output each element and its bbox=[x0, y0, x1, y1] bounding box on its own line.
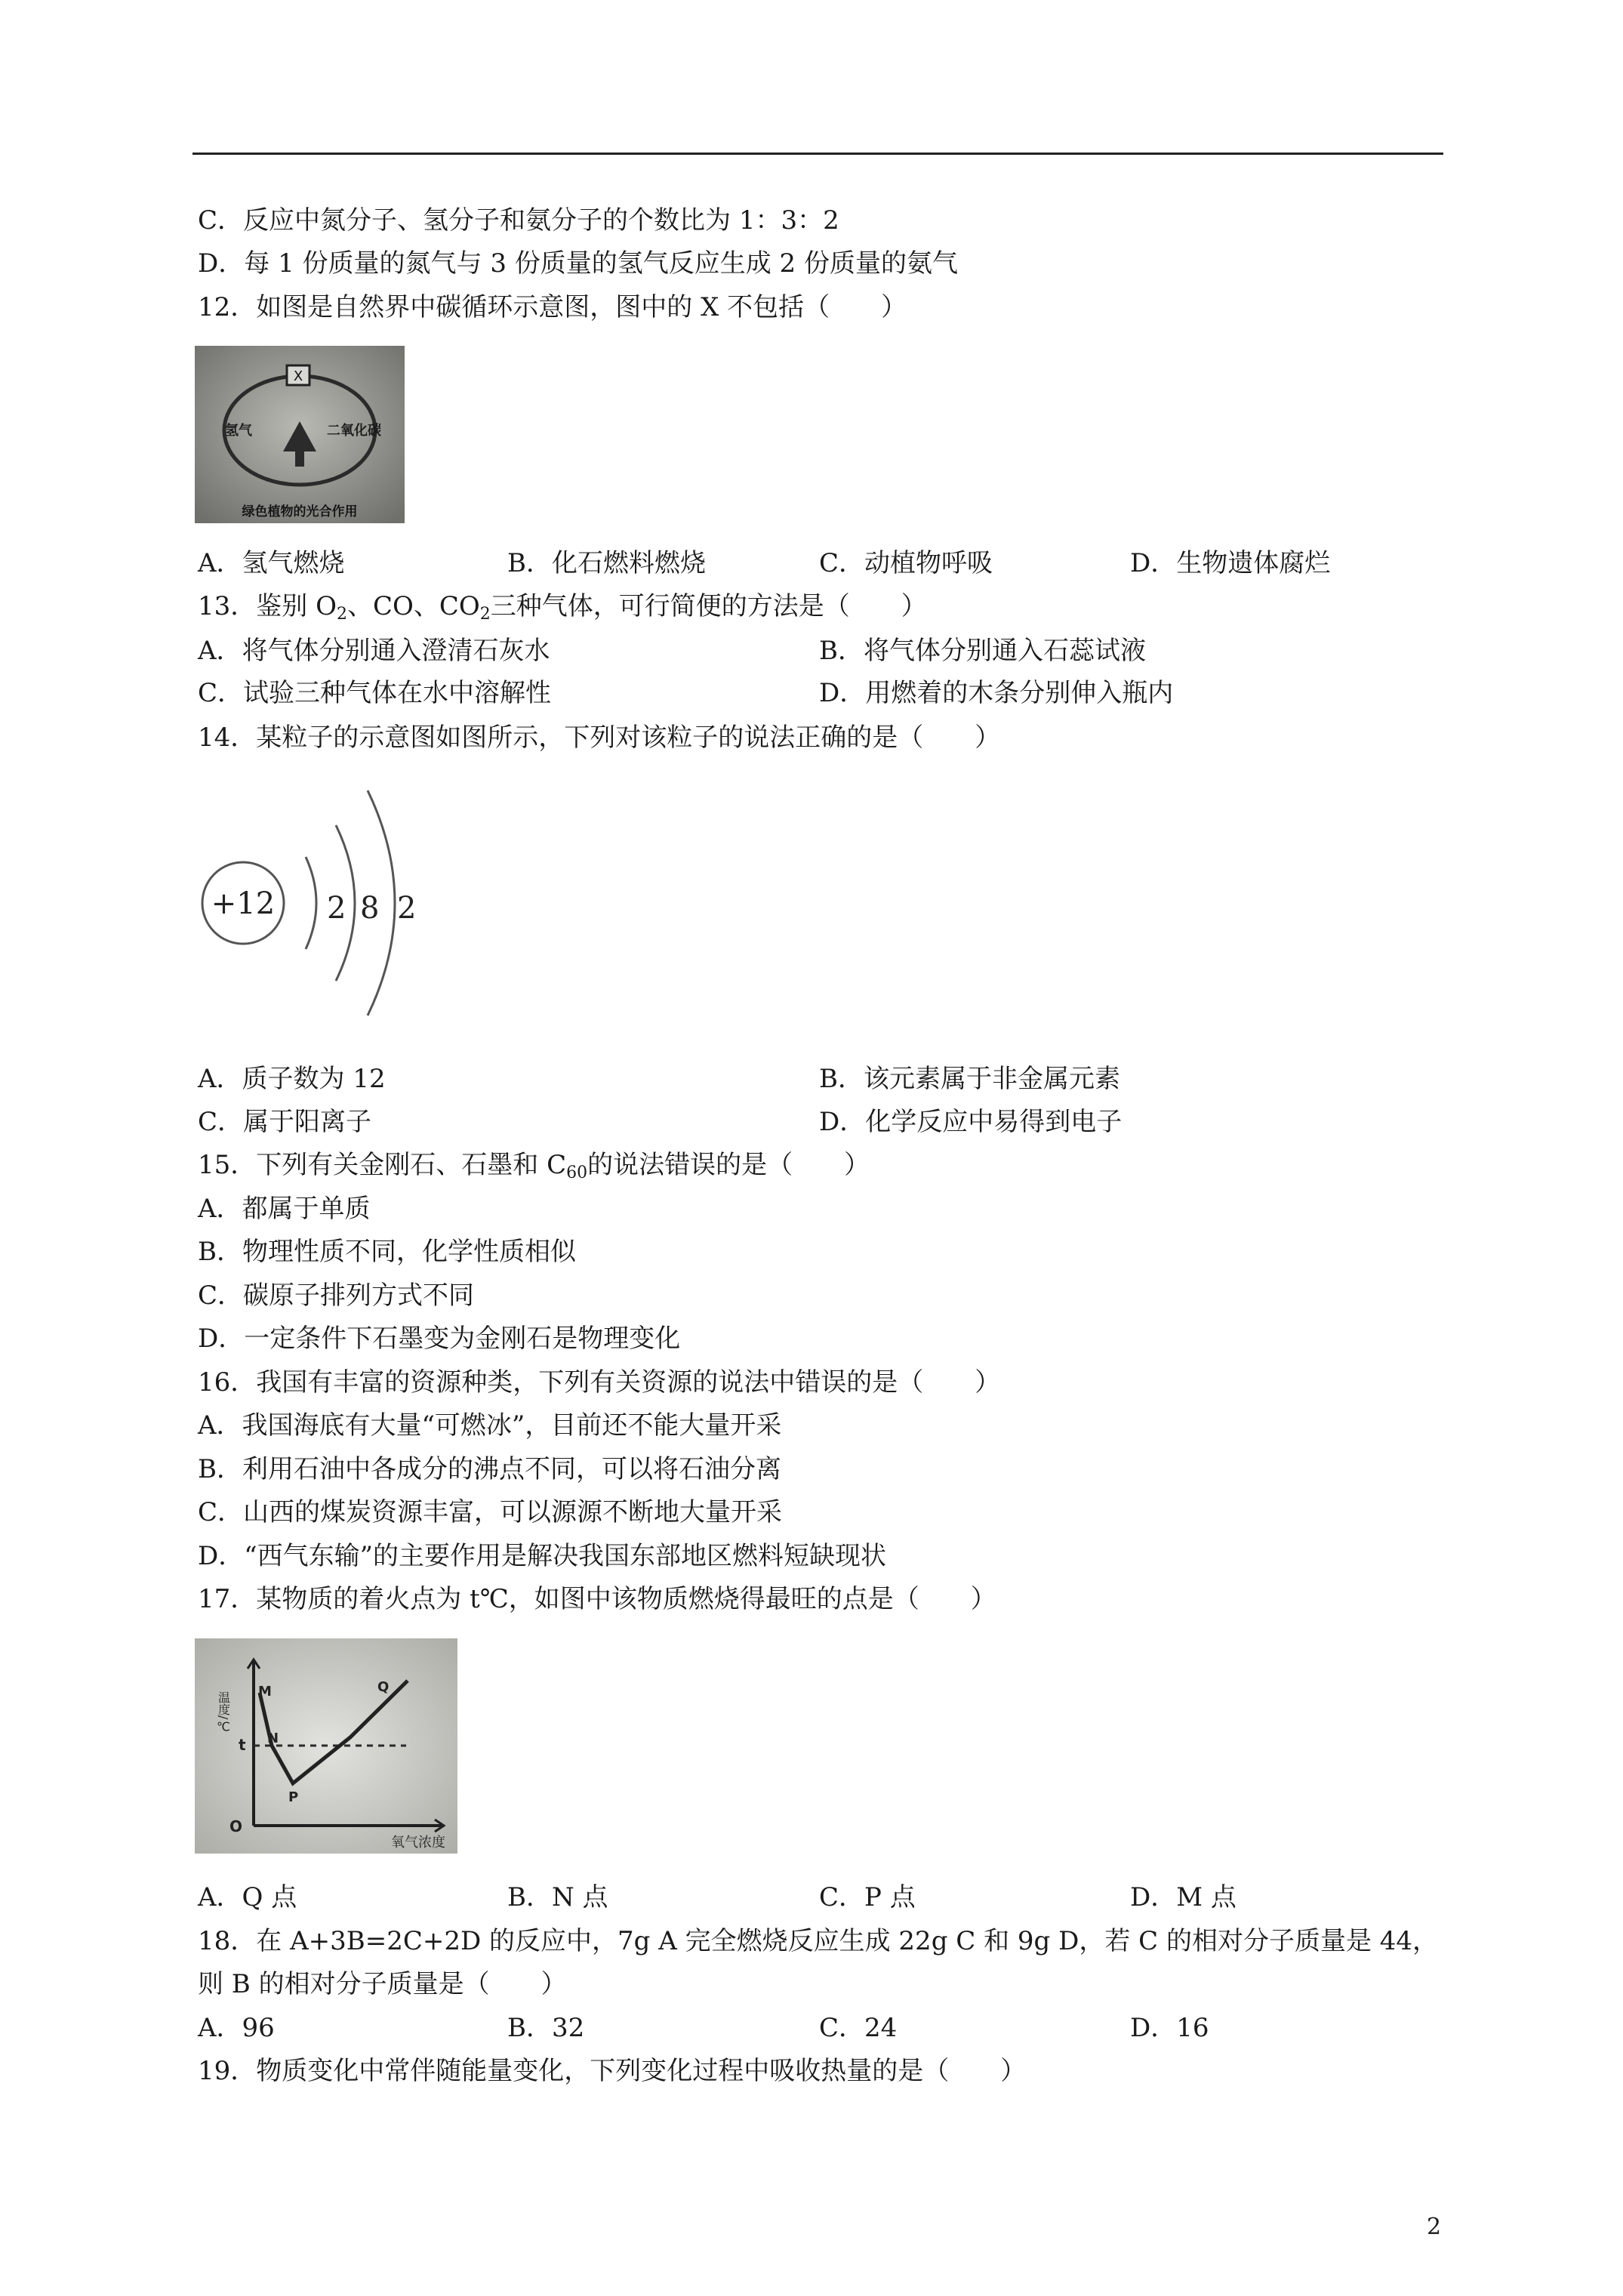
y-axis-label: 温度/℃ bbox=[216, 1691, 231, 1734]
fig12-right-label: 二氧化碳 bbox=[327, 423, 381, 439]
nucleus-charge: +12 bbox=[211, 886, 276, 921]
fig12-bottom-label: 绿色植物的光合作用 bbox=[242, 504, 358, 519]
q13-option-a: A．将气体分别通入澄清石灰水 bbox=[198, 636, 550, 666]
q15-option-a: A．都属于单质 bbox=[198, 1194, 371, 1224]
q17-option-b: B．N 点 bbox=[507, 1882, 608, 1912]
shell-electrons-3: 2 bbox=[397, 891, 417, 926]
q16-option-a: A．我国海底有大量“可燃冰”，目前还不能大量开采 bbox=[198, 1410, 782, 1441]
shell-arc-1 bbox=[306, 857, 316, 949]
question-19: 19．物质变化中常伴随能量变化，下列变化过程中吸收热量的是（ ） bbox=[198, 2056, 1027, 2086]
combustion-graph-svg bbox=[195, 1638, 457, 1854]
point-p-label: P bbox=[288, 1789, 299, 1805]
q17-option-a: A．Q 点 bbox=[198, 1882, 297, 1912]
fig12-left-label: 氢气 bbox=[225, 423, 252, 439]
q13-sub-o2: 2 bbox=[336, 605, 347, 624]
q13-text-a: 13．鉴别 O bbox=[198, 591, 337, 621]
q13-option-c: C．试验三种气体在水中溶解性 bbox=[198, 678, 552, 708]
q12-option-b: B．化石燃料燃烧 bbox=[507, 548, 706, 578]
q13-text-b: 、CO、CO bbox=[346, 591, 480, 621]
point-q-label: Q bbox=[377, 1679, 390, 1695]
q18-option-c: C．24 bbox=[819, 2013, 898, 2043]
t-label: t bbox=[239, 1736, 246, 1754]
question-15 bbox=[198, 1148, 870, 1182]
carbon-cycle-figure bbox=[195, 346, 405, 523]
point-m-label: M bbox=[258, 1684, 272, 1700]
q18-option-b: B．32 bbox=[507, 2013, 585, 2043]
shell-electrons-1: 2 bbox=[327, 891, 346, 926]
carbon-cycle-svg bbox=[195, 346, 405, 523]
x-label: X bbox=[293, 368, 303, 384]
point-n-label: N bbox=[267, 1730, 279, 1746]
question-12: 12．如图是自然界中碳循环示意图，图中的 X 不包括（ ） bbox=[198, 292, 907, 322]
q16-option-c: C．山西的煤炭资源丰富，可以源源不断地大量开采 bbox=[198, 1497, 783, 1527]
q11-option-d: D．每 1 份质量的氮气与 3 份质量的氢气反应生成 2 份质量的氨气 bbox=[198, 248, 958, 279]
q13-option-b: B．将气体分别通入石蕊试液 bbox=[819, 636, 1146, 666]
q17-option-c: C．P 点 bbox=[819, 1882, 916, 1912]
q14-option-a: A．质子数为 12 bbox=[198, 1064, 386, 1094]
question-18-line-2: 则 B 的相对分子质量是（ ） bbox=[198, 1969, 567, 1999]
tree-trunk bbox=[295, 450, 304, 467]
q13-text-c: 三种气体，可行简便的方法是（ ） bbox=[490, 591, 927, 621]
q18-option-a: A．96 bbox=[198, 2013, 275, 2043]
q13-option-d: D．用燃着的木条分别伸入瓶内 bbox=[819, 678, 1174, 708]
q15-sub-60: 60 bbox=[566, 1163, 588, 1182]
x-axis-label: 氧气浓度 bbox=[391, 1835, 445, 1851]
q14-option-c: C．属于阳离子 bbox=[198, 1107, 372, 1137]
q12-option-d: D．生物遗体腐烂 bbox=[1130, 548, 1331, 578]
combustion-graph-figure bbox=[195, 1638, 457, 1854]
q12-option-a: A．氢气燃烧 bbox=[198, 548, 345, 578]
q14-option-b: B．该元素属于非金属元素 bbox=[819, 1064, 1120, 1094]
q16-option-b: B．利用石油中各成分的沸点不同，可以将石油分离 bbox=[198, 1454, 781, 1484]
page-number: 2 bbox=[1427, 2214, 1442, 2240]
q15-text-a: 15．下列有关金刚石、石墨和 C bbox=[198, 1150, 567, 1180]
q15-text-b: 的说法错误的是（ ） bbox=[587, 1150, 870, 1180]
q17-option-d: D．M 点 bbox=[1130, 1882, 1236, 1912]
question-18-line-1: 18．在 A+3B=2C+2D 的反应中，7g A 完全燃烧反应生成 22g C 和 9g D，若 C 的相对分子质量是 44， bbox=[198, 1926, 1439, 1956]
q15-option-d: D．一定条件下石墨变为金刚石是物理变化 bbox=[198, 1324, 681, 1354]
q18-option-d: D．16 bbox=[1130, 2013, 1209, 2043]
header-rule bbox=[192, 153, 1443, 155]
q16-option-d: D．“西气东输”的主要作用是解决我国东部地区燃料短缺现状 bbox=[198, 1541, 887, 1571]
q13-sub-co2: 2 bbox=[479, 605, 491, 624]
q15-option-c: C．碳原子排列方式不同 bbox=[198, 1281, 475, 1311]
question-17: 17．某物质的着火点为 t℃，如图中该物质燃烧得最旺的点是（ ） bbox=[198, 1584, 996, 1614]
shell-electrons-2: 8 bbox=[360, 891, 380, 926]
question-13 bbox=[198, 590, 927, 623]
q15-option-b: B．物理性质不同，化学性质相似 bbox=[198, 1237, 576, 1267]
q11-option-c: C．反应中氮分子、氢分子和氨分子的个数比为 1：3：2 bbox=[198, 205, 839, 236]
q12-option-c: C．动植物呼吸 bbox=[819, 548, 993, 578]
question-16: 16．我国有丰富的资源种类，下列有关资源的说法中错误的是（ ） bbox=[198, 1367, 1001, 1398]
question-14: 14．某粒子的示意图如图所示，下列对该粒子的说法正确的是（ ） bbox=[198, 723, 1001, 753]
atom-structure-diagram bbox=[192, 781, 442, 1038]
q14-option-d: D．化学反应中易得到电子 bbox=[819, 1107, 1123, 1137]
origin-label: O bbox=[229, 1817, 243, 1835]
